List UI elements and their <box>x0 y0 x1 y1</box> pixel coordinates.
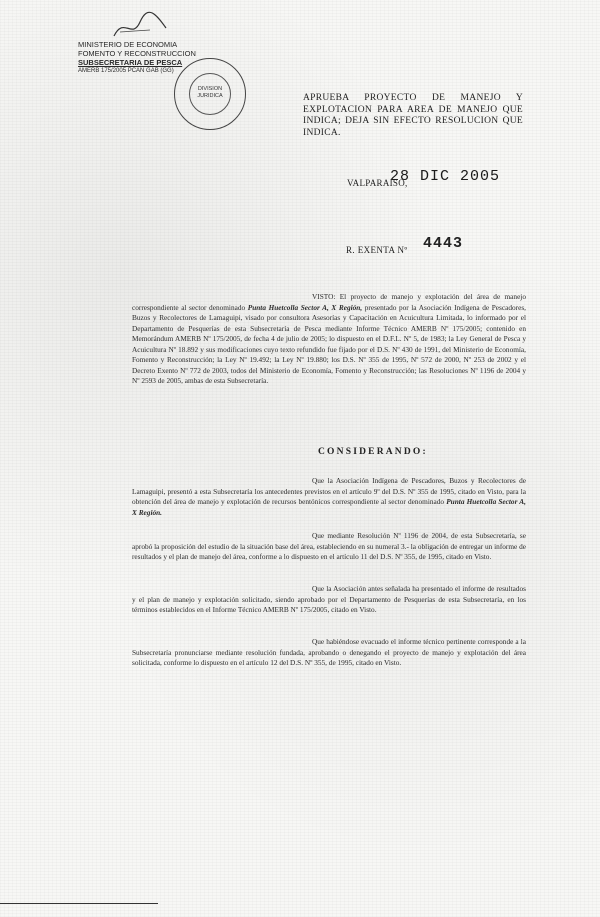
resolution-exenta-label: R. EXENTA Nº <box>346 245 408 255</box>
seal-text-juridica: JURIDICA <box>197 93 223 99</box>
considerando-1-text: Que la Asociación Indígena de Pescadores, Buzos y Recolectores de Lamaguipi, presentó a esta Subsecretaría los antecedentes previstos en el artículo 9º del D.S. Nº 355 de 1995, citado en Visto, para la obtención del área de manejo y explotación de recursos bentónicos correspondiente al sector denominado <box>132 476 526 506</box>
resolution-date-stamp: 28 DIC 2005 <box>390 168 501 185</box>
considerando-2: Que mediante Resolución Nº 1196 de 2004, de esta Subsecretaría, se aprobó la proposición del estudio de la situación base del área, estableciendo en su numeral 3.- la obligación de entregar un informe de resultados y el plan de manejo del área, conforme a lo dispuesto en el artículo 11 del D.S. Nº 355, de 1995, citado en Visto. <box>132 531 526 561</box>
considerando-heading: CONSIDERANDO: <box>318 447 428 457</box>
header-ministry: MINISTERIO DE ECONOMIA <box>78 40 178 49</box>
seal-text-division: DIVISION <box>197 86 223 92</box>
resolution-number: 4443 <box>423 235 464 252</box>
considerando-1 <box>132 476 526 518</box>
resolution-place: VALPARAISO, <box>347 178 408 188</box>
division-juridica-seal <box>174 58 246 130</box>
visto-sector: Punta Huetcolla Sector A, X Región, <box>247 302 363 312</box>
considerando-3: Que la Asociación antes señalada ha presentado el informe de resultados y el plan de manejo y explotación solicitado, siendo aprobado por el Departamento de Pesquerías de esta Subsecretaría, en los términos establecidos en el Informe Técnico AMERB Nº 175/2005, citado en Visto. <box>132 584 526 614</box>
header-department: FOMENTO Y RECONSTRUCCION <box>78 49 196 58</box>
header-reference: AMERB 175/2005 PCAN GAB (GG) <box>78 68 174 74</box>
visto-paragraph <box>132 292 526 387</box>
seal-inner <box>189 73 231 115</box>
visto-text-b: presentado por la Asociación Indígena de Pescadores, Buzos y Recolectores de Lamaguipi, visado por consultora Asesorías y Capacitación en Acuicultura Limitada, lo informado por el Departamento de Pesquerías de esta Subsecretaría de Pesca mediante Informe Técnico AMERB Nº 175/2005; contenido en Memorándum AMERB Nº 175/2005, de fecha 4 de julio de 2005; lo dispuesto en el D.F.L. Nº 5, de 1983; la Ley General de Pesca y Acuicultura Nº 18.892 y sus modificaciones cuyo texto refundido fue fijado por el D.S. Nº 430 de 1991, del Ministerio de Economía, Fomento y Reconstrucción; la Ley Nº 19.492; la Ley Nº 19.880; los D.S. Nº 355 de 1995, Nº 572 de 2000, Nº 253 de 2002 y el Decreto Exento Nº 772 de 2003, todos del Ministerio de Economía, Fomento y Reconstrucción; las Resoluciones Nº 1196 de 2004 y Nº 2593 de 2005, ambas de esta Subsecretaría. <box>132 302 526 385</box>
visto-text-a: VISTO: El proyecto de manejo y explotación del área de manejo correspondiente al sector denominado <box>132 292 526 312</box>
considerando-1-sector: Punta Huetcolla Sector A, X Región. <box>132 497 526 517</box>
scan-edge-line <box>0 903 158 904</box>
considerando-4: Que habiéndose evacuado el informe técnico pertinente corresponde a la Subsecretaría pronunciarse mediante resolución fundada, aprobando o denegando el proyecto de manejo y explotación del área solicitada, conforme lo dispuesto en el artículo 12 del D.S. Nº 355, de 1995, citado en Visto. <box>132 637 526 667</box>
header-subsecretaria: SUBSECRETARIA DE PESCA <box>78 58 183 67</box>
signature-mark <box>110 10 170 42</box>
resolution-subject: APRUEBA PROYECTO DE MANEJO Y EXPLOTACION PARA AREA DE MANEJO QUE INDICA; DEJA SIN EFECTO RESOLUCION QUE INDICA. <box>303 93 523 138</box>
